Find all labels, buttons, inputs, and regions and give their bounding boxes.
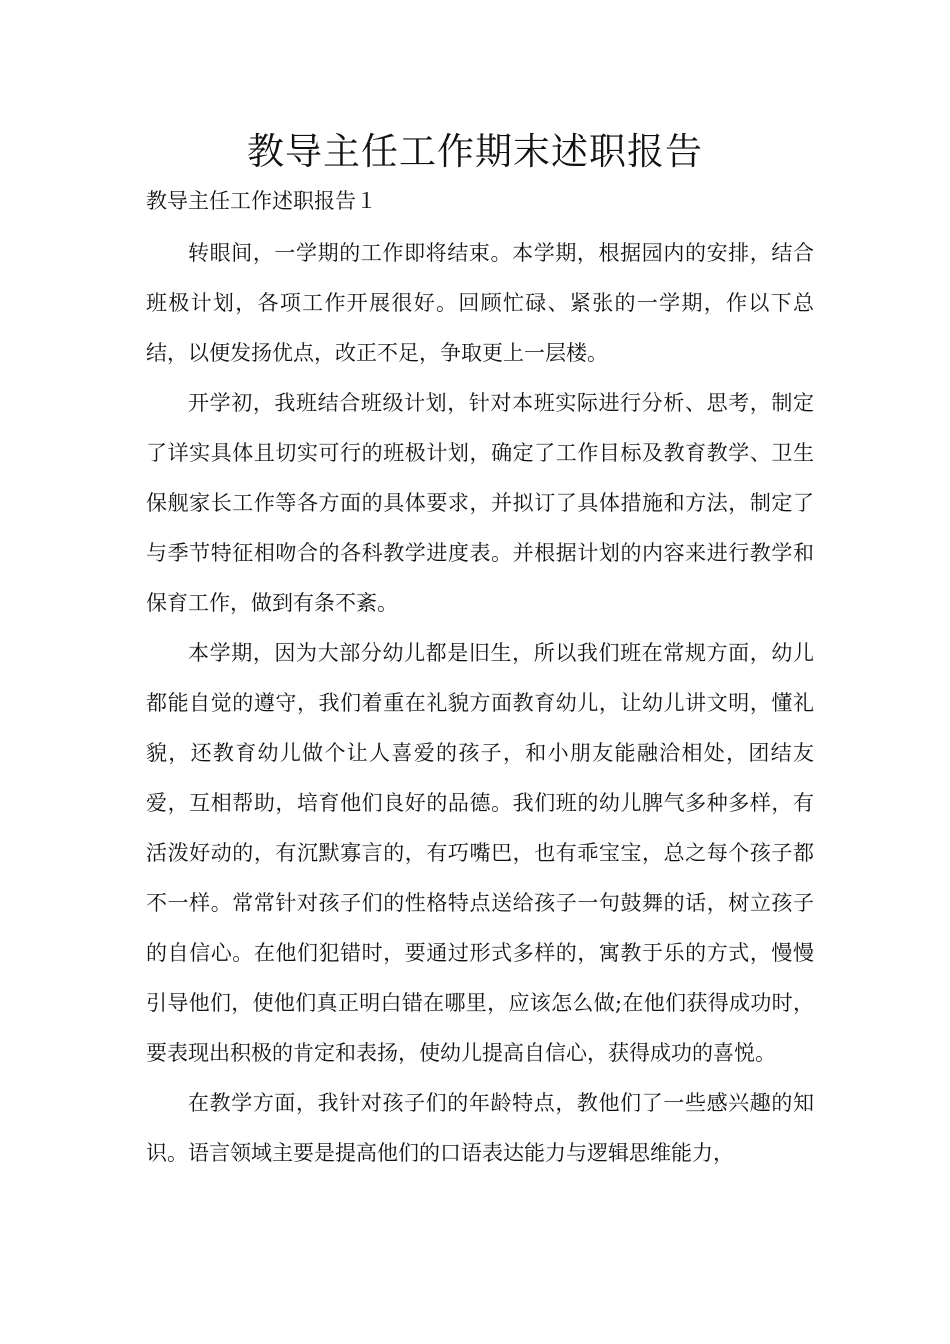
body-paragraph: 在教学方面，我针对孩子们的年龄特点，教他们了一些感兴趣的知识。语言领域主要是提高他们的口语表达能力与逻辑思维能力， <box>146 1091 814 1165</box>
document-subtitle: 教导主任工作述职报告１ <box>146 189 377 213</box>
document-body <box>146 228 814 1178</box>
body-paragraph: 开学初，我班结合班级计划，针对本班实际进行分析、思考，制定了详实具体且切实可行的班极计划，确定了工作目标及教育教学、卫生保舰家长工作等各方面的具体要求，并拟订了具体措施和方法，制定了与季节特征相吻合的各科教学进度表。并根据计划的内容来进行教学和保育工作，做到有条不紊。 <box>146 391 814 615</box>
body-paragraph: 转眼间，一学期的工作即将结束。本学期，根据园内的安排，结合班极计划，各项工作开展很好。回顾忙碌、紧张的一学期，作以下总结，以便发扬优点，改正不足，争取更上一层楼。 <box>146 241 814 365</box>
document-title: 教导主任工作期末述职报告 <box>247 130 703 173</box>
body-paragraph: 本学期，因为大部分幼儿都是旧生，所以我们班在常规方面，幼儿都能自觉的遵守，我们着重在礼貌方面教育幼儿，让幼儿讲文明，懂礼貌，还教育幼儿做个让人喜爱的孩子，和小朋友能融洽相处，团结友爱，互相帮助，培育他们良好的品德。我们班的幼儿脾气多种多样，有活泼好动的，有沉默寡言的，有巧嘴巴，也有乖宝宝，总之每个孩子都不一样。常常针对孩子们的性格特点送给孩子一句鼓舞的话，树立孩子的自信心。在他们犯错时，要通过形式多样的，寓教于乐的方式，慢慢引导他们，使他们真正明白错在哪里，应该怎么做;在他们获得成功时，要表现出积极的肯定和表扬，使幼儿提高自信心，获得成功的喜悦。 <box>146 641 814 1065</box>
